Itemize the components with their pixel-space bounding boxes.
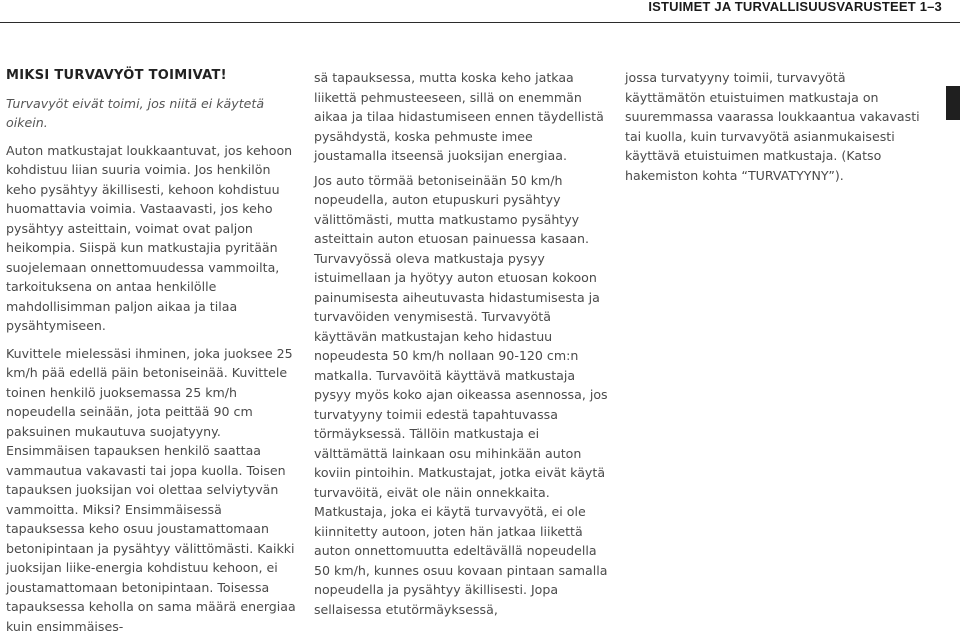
section-tab-marker [946,86,960,120]
body-paragraph: Kuvittele mielessäsi ihminen, joka juoksee 25 km/h pää edellä päin betoniseinää. Kuvittele toinen henkilö juoksemassa 25 km/h nopeudella seinään, jota peittää 90 cm paksuinen mukautuva suojatyyny. Ensimmäisen tapauksen henkilö saattaa vammautua vakavasti tai jopa kuolla. Toisen tapauksen juoksijan voi olettaa selviytyvän vammoitta. Miksi? Ensimmäisessä tapauksessa keho osuu joustamattomaan betonipintaan ja pysähtyy välittömästi. Kaikki juoksijan liike-energia kohdistuu kehoon, ei joustamattomaan betonipintaan. Toisessa tapauksessa keholla on sama määrä energiaa kuin ensimmäises- [6,344,296,636]
text-column-1 [6,66,296,636]
text-column-2 [314,68,608,619]
text-column-3 [625,68,921,185]
header-divider [0,22,960,23]
body-paragraph: Jos auto törmää betoniseinään 50 km/h nopeudella, auton etupuskuri pysähtyy välittömästi, mutta matkustamo pysähtyy asteittain auton etuosan painuessa kasaan. Turvavyössä oleva matkustaja pysyy istuimellaan ja hyötyy auton etuosan kokoon painumisesta aiheutuvasta hidastumisesta ja turvavöiden venymisestä. Turvavyötä käyttävän matkustajan keho hidastuu nopeudesta 50 km/h nollaan 90-120 cm:n matkalla. Turvavöitä käyttävä matkustaja pysyy myös koko ajan oikeassa asennossa, jos turvatyyny toimii edestä tapahtuvassa törmäyksessä. Tällöin matkustaja ei välttämättä lainkaan osu mihinkään auton koviin pintoihin. Matkustajat, jotka eivät käytä turvavöitä, eivät ole näin onnekkaita. Matkustaja, joka ei käytä turvavyötä, ei ole kiinnitetty autoon, joten hän jatkaa liikettä auton onnettomuutta edeltävällä nopeudella 50 km/h, kunnes osuu kovaan pintaan samalla nopeudella ja pysähtyy äkillisesti. Jopa sellaisessa etutörmäyksessä, [314,171,608,620]
lead-paragraph: Turvavyöt eivät toimi, jos niitä ei käytetä oikein. [6,94,296,133]
body-paragraph: jossa turvatyyny toimii, turvavyötä käyttämätön etuistuimen matkustaja on suuremmassa vaarassa loukkaantua vakavasti tai kuolla, kuin turvavyötä asianmukaisesti käyttävä etuistuimen matkustaja. (Katso hakemiston kohta “TURVATYYNY”). [625,68,921,185]
body-paragraph: Auton matkustajat loukkaantuvat, jos kehoon kohdistuu liian suuria voimia. Jos henkilön keho pysähtyy äkillisesti, kehoon kohdistuu huomattavia voimia. Vastaavasti, jos keho pysähtyy asteittain, voimat ovat paljon heikompia. Siispä kun matkustajia pyritään suojelemaan onnettomuudessa vammoilta, tarkoituksena on antaa henkilölle mahdollisimman paljon aikaa ja tilaa pysähtymiseen. [6,141,296,336]
section-heading: MIKSI TURVAVYÖT TOIMIVAT! [6,66,296,86]
page-header-title: ISTUIMET JA TURVALLISUUSVARUSTEET 1–3 [648,0,942,14]
body-paragraph: sä tapauksessa, mutta koska keho jatkaa liikettä pehmusteeseen, sillä on enemmän aikaa ja tilaa hidastumiseen ennen täydellistä pysähdystä, koska pehmuste imee joustamalla itseensä juoksijan energiaa. [314,68,608,166]
